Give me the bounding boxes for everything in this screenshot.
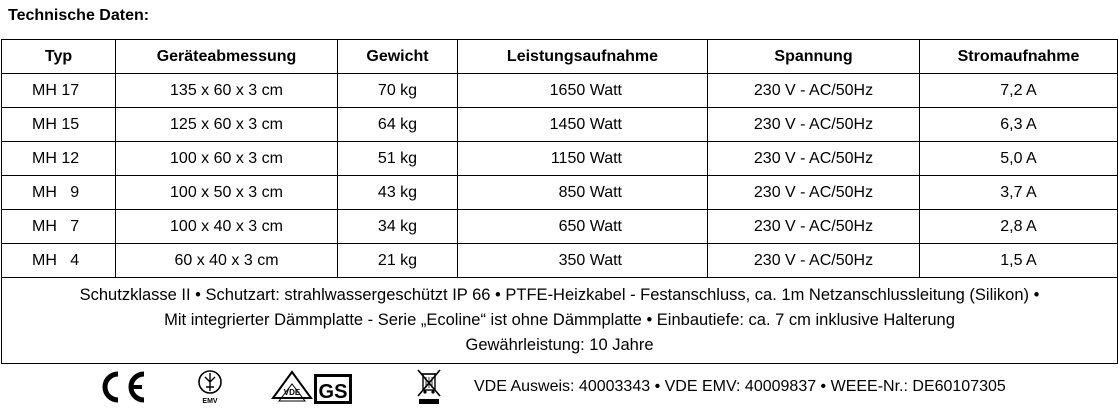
cell-strom: 2,8 A xyxy=(920,210,1118,244)
table-row xyxy=(2,108,1118,142)
table-row xyxy=(2,210,1118,244)
emv-logo-text: EMV xyxy=(202,398,218,405)
cell-abmessung: 135 x 60 x 3 cm xyxy=(116,74,338,108)
cell-strom: 1,5 A xyxy=(920,244,1118,278)
cell-typ: MH 7 xyxy=(2,210,116,244)
cell-strom: 6,3 A xyxy=(920,108,1118,142)
weee-bin-icon xyxy=(415,368,443,406)
table-row xyxy=(2,142,1118,176)
vde-logo-text: VDE xyxy=(283,388,301,397)
header-spannung: Spannung xyxy=(708,40,920,74)
cell-leistung: 1650 Watt xyxy=(458,74,708,108)
cell-gewicht: 64 kg xyxy=(338,108,458,142)
cell-spannung: 230 V - AC/50Hz xyxy=(708,142,920,176)
cell-spannung: 230 V - AC/50Hz xyxy=(708,244,920,278)
note-line-1: Schutzklasse II • Schutzart: strahlwassergeschützt IP 66 • PTFE-Heizkabel - Festanschluss, ca. 1m Netzanschlussleitung (Silikon) • xyxy=(79,286,1040,304)
table-row xyxy=(2,74,1118,108)
gs-logo-text: GS xyxy=(318,381,348,403)
certification-numbers: VDE Ausweis: 40003343 • VDE EMV: 40009837 • WEEE-Nr.: DE60107305 xyxy=(474,378,1006,395)
cell-typ: MH 4 xyxy=(2,244,116,278)
cell-typ: MH 15 xyxy=(2,108,116,142)
note-line-2: Mit integrierter Dämmplatte - Serie „Ecoline“ ist ohne Dämmplatte • Einbautiefe: ca. 7 cm inklusive Halterung xyxy=(164,311,955,329)
vde-emv-icon xyxy=(193,368,227,406)
cell-gewicht: 70 kg xyxy=(338,74,458,108)
cell-strom: 3,7 A xyxy=(920,176,1118,210)
cell-leistung: 650 Watt xyxy=(458,210,708,244)
note-line-3: Gewährleistung: 10 Jahre xyxy=(465,336,654,354)
section-title: Technische Daten: xyxy=(8,7,150,24)
cell-spannung: 230 V - AC/50Hz xyxy=(708,176,920,210)
cell-gewicht: 43 kg xyxy=(338,176,458,210)
header-gewicht: Gewicht xyxy=(338,40,458,74)
cell-leistung: 350 Watt xyxy=(458,244,708,278)
table-header-row xyxy=(2,40,1118,74)
certification-footer xyxy=(0,366,1118,408)
cell-abmessung: 100 x 60 x 3 cm xyxy=(116,142,338,176)
table-row xyxy=(2,176,1118,210)
cell-abmessung: 125 x 60 x 3 cm xyxy=(116,108,338,142)
cell-leistung: 1150 Watt xyxy=(458,142,708,176)
cell-leistung: 1450 Watt xyxy=(458,108,708,142)
cell-spannung: 230 V - AC/50Hz xyxy=(708,210,920,244)
cell-spannung: 230 V - AC/50Hz xyxy=(708,74,920,108)
technical-data-table xyxy=(1,39,1118,364)
cell-abmessung: 100 x 50 x 3 cm xyxy=(116,176,338,210)
ce-mark-icon xyxy=(96,370,148,404)
header-leistung: Leistungsaufnahme xyxy=(458,40,708,74)
cell-abmessung: 60 x 40 x 3 cm xyxy=(116,244,338,278)
cell-gewicht: 21 kg xyxy=(338,244,458,278)
vde-gs-icon xyxy=(270,368,354,406)
cell-strom: 5,0 A xyxy=(920,142,1118,176)
cell-leistung: 850 Watt xyxy=(458,176,708,210)
cell-abmessung: 100 x 40 x 3 cm xyxy=(116,210,338,244)
cell-gewicht: 34 kg xyxy=(338,210,458,244)
header-typ: Typ xyxy=(2,40,116,74)
header-abmessung: Geräteabmessung xyxy=(116,40,338,74)
cell-typ: MH 12 xyxy=(2,142,116,176)
header-strom: Stromaufnahme xyxy=(920,40,1118,74)
table-note-row xyxy=(2,278,1118,364)
cell-spannung: 230 V - AC/50Hz xyxy=(708,108,920,142)
cell-typ: MH 9 xyxy=(2,176,116,210)
cell-typ: MH 17 xyxy=(2,74,116,108)
product-notes xyxy=(2,278,1118,364)
table-row xyxy=(2,244,1118,278)
cell-strom: 7,2 A xyxy=(920,74,1118,108)
cell-gewicht: 51 kg xyxy=(338,142,458,176)
